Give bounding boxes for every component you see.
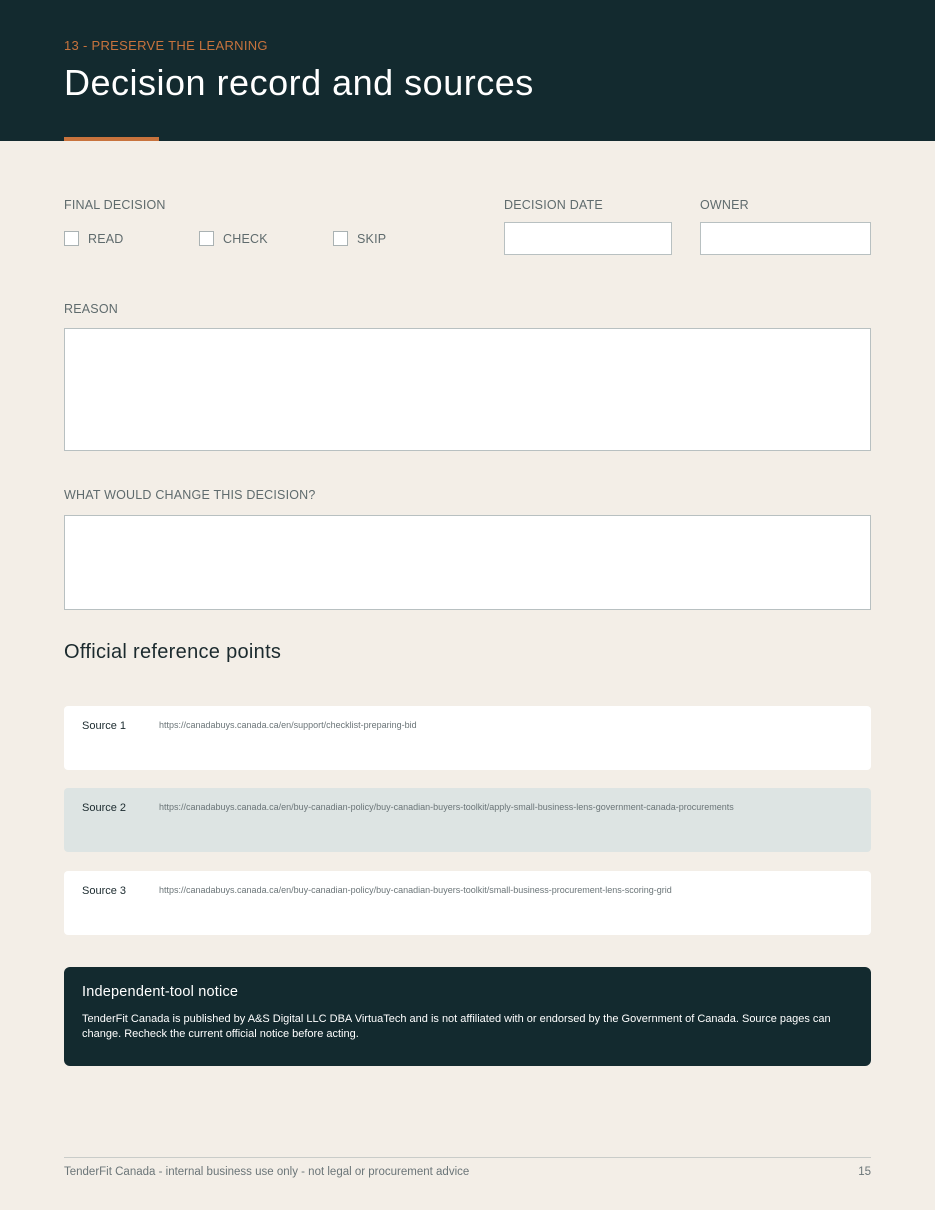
decision-option-skip[interactable] <box>333 231 386 246</box>
decision-date-field[interactable] <box>504 222 672 255</box>
section-eyebrow: 13 - PRESERVE THE LEARNING <box>64 38 268 53</box>
decision-option-check[interactable] <box>199 231 268 246</box>
notice-title: Independent-tool notice <box>82 984 239 1000</box>
source-label: Source 3 <box>82 885 127 897</box>
accent-bar <box>64 137 159 141</box>
skip-checkbox-label: SKIP <box>357 231 387 246</box>
read-checkbox[interactable] <box>64 231 79 246</box>
source-url-link[interactable]: https://canadabuys.canada.ca/en/buy-canadian-policy/buy-canadian-buyers-toolkit/apply-small-business-lens-government-canada-procurements <box>159 802 734 812</box>
check-checkbox-label: CHECK <box>223 231 268 246</box>
reason-label: REASON <box>64 302 118 316</box>
check-checkbox[interactable] <box>199 231 214 246</box>
page-title: Decision record and sources <box>64 62 534 103</box>
change-decision-label: WHAT WOULD CHANGE THIS DECISION? <box>64 488 316 502</box>
decision-date-label: DECISION DATE <box>504 198 603 212</box>
skip-checkbox[interactable] <box>333 231 348 246</box>
references-title: Official reference points <box>64 641 282 663</box>
source-card-3 <box>64 871 871 935</box>
source-card-1 <box>64 706 871 770</box>
final-decision-label: FINAL DECISION <box>64 198 166 212</box>
source-label: Source 2 <box>82 802 127 814</box>
decision-option-read[interactable] <box>64 231 124 246</box>
owner-field[interactable] <box>700 222 871 255</box>
footer-disclaimer: TenderFit Canada - internal business use only - not legal or procurement advice <box>64 1166 470 1178</box>
read-checkbox-label: READ <box>88 231 124 246</box>
source-url-link[interactable]: https://canadabuys.canada.ca/en/support/checklist-preparing-bid <box>159 720 417 730</box>
page-header <box>0 0 935 141</box>
change-decision-textarea[interactable] <box>64 515 871 610</box>
source-url-link[interactable]: https://canadabuys.canada.ca/en/buy-canadian-policy/buy-canadian-buyers-toolkit/small-business-procurement-lens-scoring-grid <box>159 885 672 895</box>
owner-label: OWNER <box>700 198 749 212</box>
source-card-2 <box>64 788 871 852</box>
page-number: 15 <box>858 1166 871 1178</box>
footer-divider <box>64 1157 871 1158</box>
reason-textarea[interactable] <box>64 328 871 451</box>
source-label: Source 1 <box>82 720 127 732</box>
notice-body: TenderFit Canada is published by A&S Digital LLC DBA VirtuaTech and is not affiliated with or endorsed by the Government of Canada. Source pages can change. Recheck the current official notice before acting. <box>82 1013 831 1040</box>
independent-tool-notice <box>64 967 871 1066</box>
